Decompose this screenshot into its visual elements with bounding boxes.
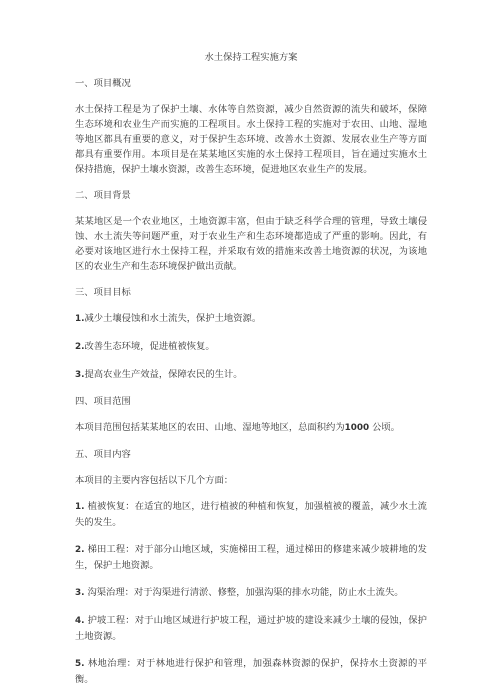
list-item (75, 613, 427, 644)
list-item-text: 减少土壤侵蚀和水土流失，保护土地资源。 (84, 313, 262, 324)
document-page (75, 51, 427, 699)
section-paragraph-background: 某某地区是一个农业地区，土地资源丰富，但由于缺乏科学合理的管理，导致土壤侵蚀、水土流失等问题严重，对于农业生产和生态环境都造成了严重的影响。因此，有必要对该地区进行水土保持工程，并采取有效的措施来改善土地资源的状况，为该地区的农业生产和生态环境保护做出贡献。 (75, 216, 427, 272)
list-item (75, 542, 427, 573)
section-paragraph-overview: 水土保持工程是为了保护土壤、水体等自然资源，减少自然资源的流失和破坏，保障生态环境和农业生产而实施的工程项目。水土保持工程的实施对于农田、山地、湿地等地区都具有重要的意义，对于保护生态环境、改善水土资源、发展农业生产等方面都具有重要作用。本项目是在某某地区实施的水土保持工程项目，旨在通过实施水土保持措施，保护土壤水资源，改善生态环境，促进地区农业生产的发展。 (75, 104, 427, 175)
section-intro-content: 本项目的主要内容包括以下几个方面： (75, 475, 234, 486)
list-item-number: 1. (75, 502, 85, 512)
list-item-text: 改善生态环境，促进植被恢复。 (84, 341, 215, 352)
list-item (75, 367, 427, 383)
list-item (75, 311, 427, 327)
list-item-text: 林地治理：对于林地进行保护和管理，加强森林资源的保护，保持水土资源的平衡。 (75, 658, 427, 685)
list-item (75, 656, 427, 687)
list-item-text: 沟渠治理：对于沟渠进行清淤、修整，加强沟渠的排水功能，防止水土流失。 (87, 587, 404, 598)
list-item-text: 梯田工程：对于部分山地区域，实施梯田工程，通过梯田的修建来减少坡耕地的发生，保护土地资源。 (75, 544, 427, 571)
section-heading-goals: 三、项目目标 (75, 287, 131, 298)
list-item-number: 5. (75, 659, 85, 669)
list-item-text: 植被恢复：在适宜的地区，进行植被的种植和恢复，加强植被的覆盖，减少水土流失的发生。 (75, 501, 427, 528)
list-item-text: 提高农业生产效益，保障农民的生计。 (84, 369, 243, 380)
section-heading-overview: 一、项目概况 (75, 78, 131, 89)
list-item (75, 499, 427, 530)
list-item-number: 1. (75, 314, 85, 324)
section-heading-content: 五、项目内容 (75, 449, 131, 460)
scope-text-before: 本项目范围包括某某地区的农田、山地、湿地等地区，总面积约为 (75, 422, 345, 433)
section-heading-scope: 四、项目范围 (75, 396, 131, 407)
list-item (75, 339, 427, 355)
list-item-number: 4. (75, 616, 85, 626)
list-item-number: 2. (75, 342, 85, 352)
scope-text-after: 公顷。 (372, 422, 400, 433)
scope-area-value: 1000 (344, 423, 370, 433)
section-paragraph-scope (75, 420, 427, 436)
list-item-number: 3. (75, 588, 85, 598)
list-item-number: 3. (75, 370, 85, 380)
section-heading-background: 二、项目背景 (75, 190, 131, 201)
document-title: 水土保持工程实施方案 (204, 52, 298, 63)
list-item-text: 护坡工程：对于山地区域进行护坡工程，通过护坡的建设来减少土壤的侵蚀，保护土地资源。 (75, 615, 427, 642)
list-item (75, 585, 427, 601)
list-item-number: 2. (75, 545, 85, 555)
